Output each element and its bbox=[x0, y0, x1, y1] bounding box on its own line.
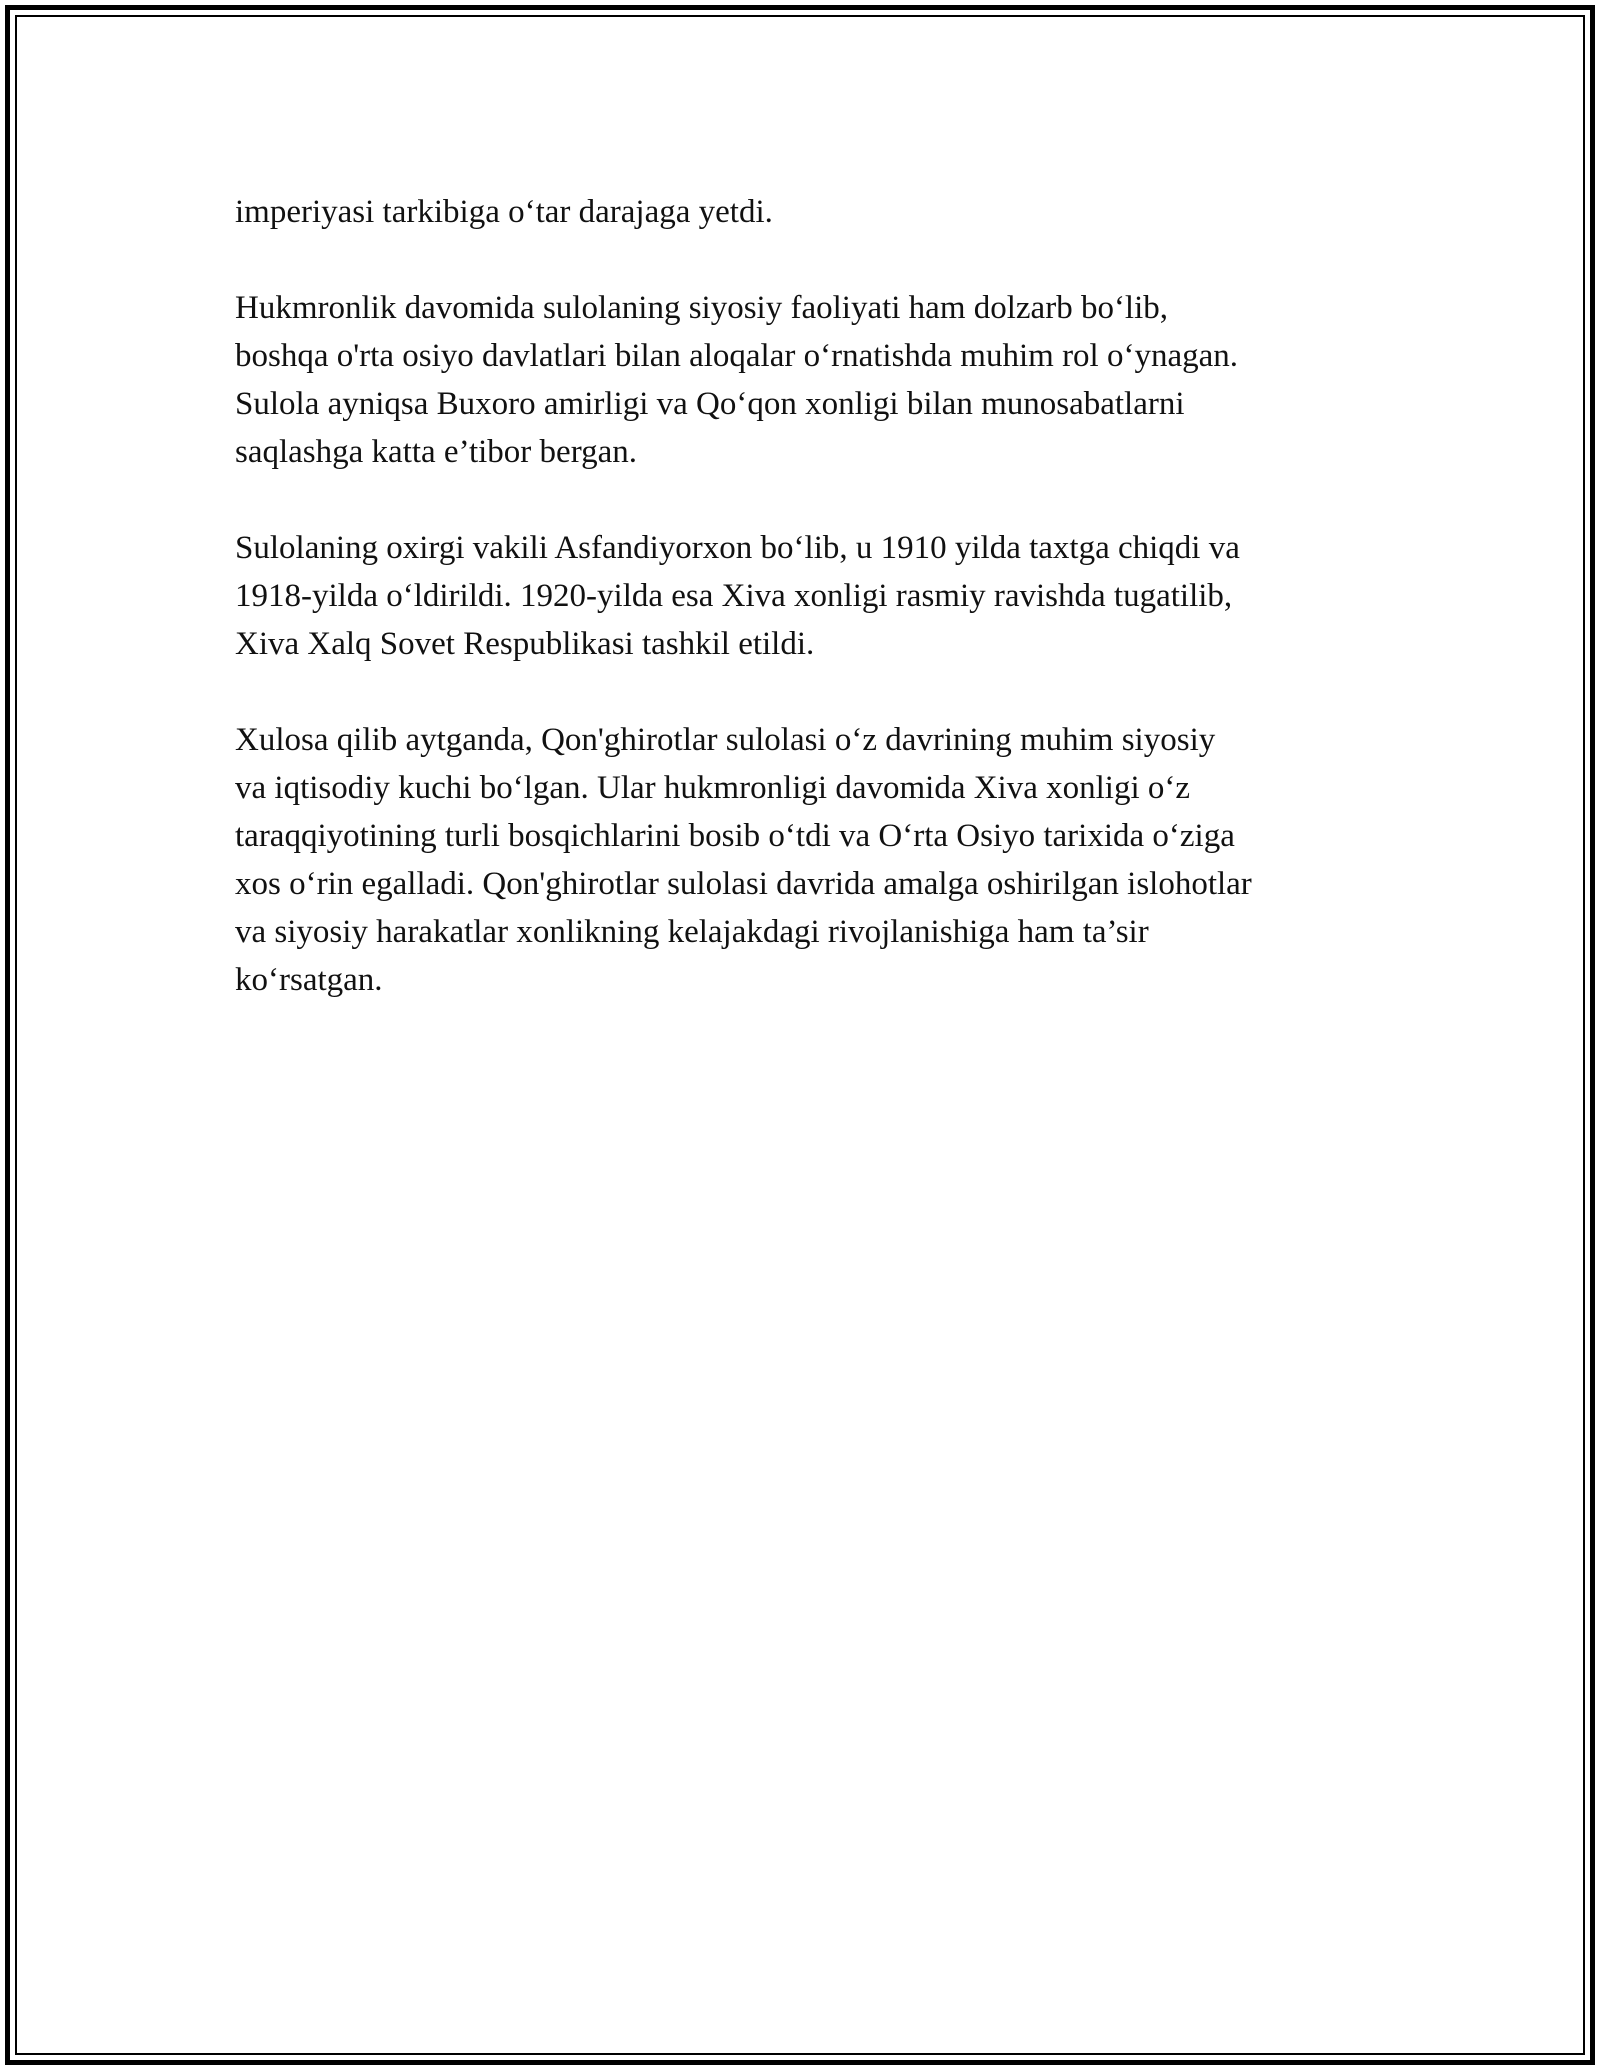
paragraph-political-activity bbox=[235, 284, 1385, 476]
paragraph-last-ruler bbox=[235, 524, 1385, 668]
text-line: Hukmronlik davomida sulolaning siyosiy faoliyati ham dolzarb bo‘lib, bbox=[235, 290, 1169, 326]
paragraph-intro bbox=[235, 188, 1385, 236]
text-line: Sulolaning oxirgi vakili Asfandiyorxon bo‘lib, u 1910 yilda taxtga chiqdi va bbox=[235, 530, 1240, 566]
text-line: ko‘rsatgan. bbox=[235, 962, 383, 998]
text-line: Sulola ayniqsa Buxoro amirligi va Qo‘qon xonligi bilan munosabatlarni bbox=[235, 386, 1185, 422]
text-line: taraqqiyotining turli bosqichlarini bosib o‘tdi va O‘rta Osiyo tarixida o‘ziga bbox=[235, 818, 1235, 854]
text-line: Xulosa qilib aytganda, Qon'ghirotlar sulolasi o‘z davrining muhim siyosiy bbox=[235, 722, 1216, 758]
text-line: xos o‘rin egalladi. Qon'ghirotlar sulolasi davrida amalga oshirilgan islohotlar bbox=[235, 866, 1252, 902]
text-line: boshqa o'rta osiyo davlatlari bilan aloqalar o‘rnatishda muhim rol o‘ynagan. bbox=[235, 338, 1239, 374]
text-line: imperiyasi tarkibiga o‘tar darajaga yetdi. bbox=[235, 194, 773, 230]
text-line: Xiva Xalq Sovet Respublikasi tashkil etildi. bbox=[235, 626, 815, 662]
text-line: 1918-yilda o‘ldirildi. 1920-yilda esa Xiva xonligi rasmiy ravishda tugatilib, bbox=[235, 578, 1233, 614]
document-body bbox=[235, 188, 1385, 1052]
text-line: va siyosiy harakatlar xonlikning kelajakdagi rivojlanishiga ham ta’sir bbox=[235, 914, 1149, 950]
text-line: saqlashga katta e’tibor bergan. bbox=[235, 434, 637, 470]
text-line: va iqtisodiy kuchi bo‘lgan. Ular hukmronligi davomida Xiva xonligi o‘z bbox=[235, 770, 1191, 806]
paragraph-conclusion bbox=[235, 716, 1385, 1004]
